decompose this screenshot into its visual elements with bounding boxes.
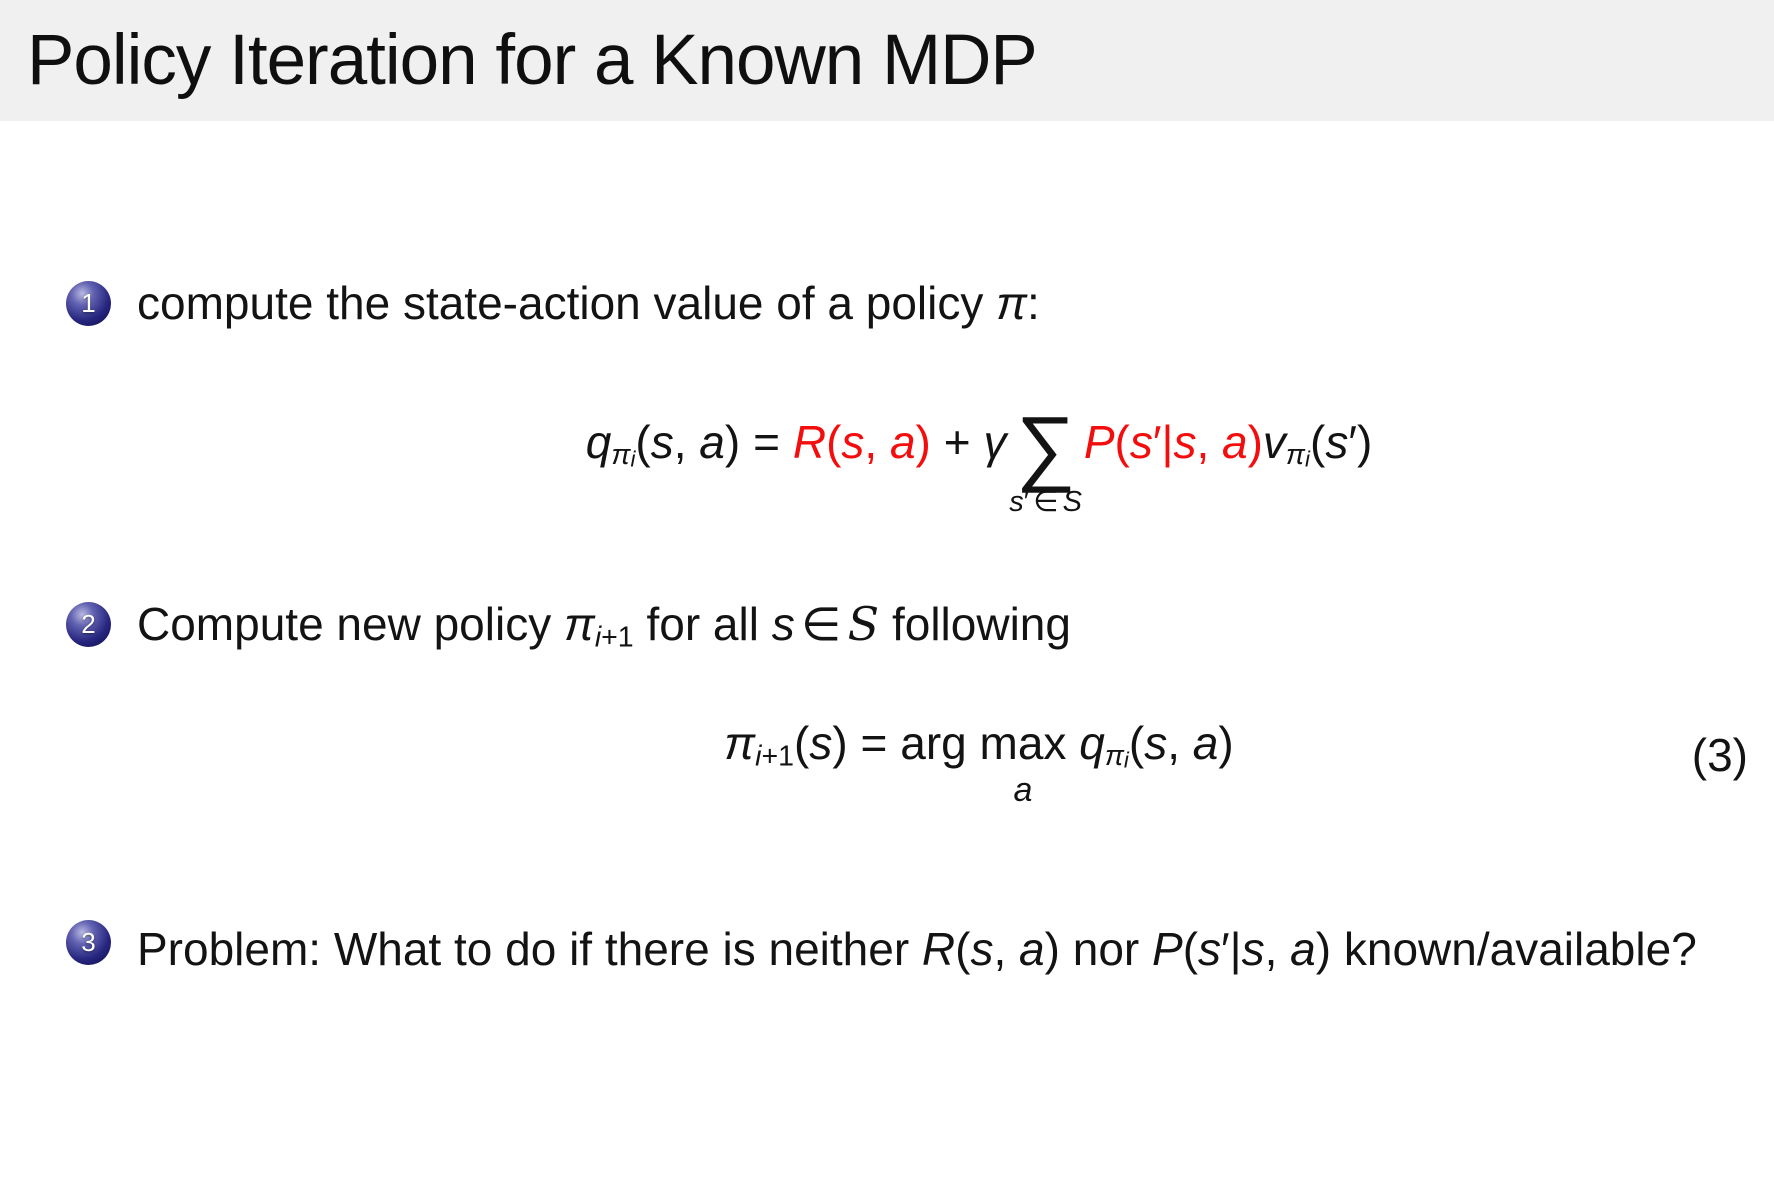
paren-red: (	[826, 416, 842, 469]
math-s-red: s	[1173, 416, 1197, 469]
plus-sign: +	[943, 416, 971, 469]
equation-2	[92, 716, 1774, 810]
math-s: s	[771, 598, 795, 650]
item-3-text-run: known/available?	[1331, 923, 1697, 975]
paren: (	[1309, 416, 1326, 469]
paren: (	[1128, 717, 1145, 769]
item-2-ball-bullet	[66, 602, 111, 647]
math-P-red: P	[1083, 416, 1115, 469]
math-i-sub: i	[594, 621, 602, 654]
item-1-colon: :	[1026, 277, 1040, 329]
max-operator-block	[979, 717, 1067, 810]
plus-one-sub: +1	[601, 621, 634, 654]
math-v: v	[1262, 416, 1286, 469]
math-S: S	[1062, 486, 1082, 519]
comma: ,	[1167, 717, 1193, 769]
summation-block	[1009, 399, 1082, 519]
element-of-symbol: ∈	[1033, 486, 1059, 519]
paren: )	[724, 416, 741, 469]
pi-symbol: π	[724, 717, 756, 769]
item-1-ball-bullet	[66, 281, 111, 326]
math-pi-sub: π	[1104, 740, 1124, 773]
gamma-symbol: γ	[983, 416, 1007, 469]
item-2-text	[137, 598, 1071, 664]
list-item-1	[66, 277, 1040, 330]
math-s: s	[1241, 923, 1265, 975]
plus-one-sub: +1	[761, 740, 794, 773]
item-2-text-run: Compute new policy	[137, 598, 564, 650]
math-pi-sub: π	[1285, 439, 1306, 472]
script-S-symbol: S	[847, 597, 880, 651]
item-3-number: 3	[81, 927, 96, 957]
math-q: q	[585, 416, 612, 469]
paren-red: (	[1114, 416, 1130, 469]
math-a-red: a	[1222, 416, 1248, 469]
math-s: s	[1009, 486, 1024, 519]
math-s: s	[1144, 717, 1168, 769]
math-R: R	[921, 923, 956, 975]
math-a: a	[1019, 923, 1045, 975]
math-pi-sub: π	[611, 439, 631, 472]
bar: |	[1229, 923, 1242, 975]
math-R-red: R	[792, 416, 827, 469]
item-3-text-run: Problem: What to do if there is neither	[137, 923, 922, 975]
paren: )	[832, 717, 848, 769]
math-s-red: s	[841, 416, 865, 469]
paren: (	[635, 416, 651, 469]
paren: )	[1044, 923, 1060, 975]
comma: ,	[1264, 923, 1291, 975]
pi-symbol: π	[996, 277, 1027, 329]
prime-mark: ′	[1023, 486, 1030, 519]
element-of-symbol: ∈	[801, 598, 842, 650]
item-2-text-run: for all	[633, 598, 772, 650]
item-2-text-run: following	[879, 598, 1071, 650]
math-s: s	[970, 923, 994, 975]
item-1-text-run: compute the state-action value of a policy	[137, 277, 997, 329]
comma-red: ,	[1196, 416, 1222, 469]
item-3-ball-bullet	[66, 920, 111, 965]
math-i-sub: i	[1123, 747, 1129, 773]
list-item-2	[66, 598, 1071, 664]
item-1-number: 1	[81, 288, 96, 318]
paren: )	[1315, 923, 1332, 975]
math-a: a	[1290, 923, 1316, 975]
comma: ,	[993, 923, 1020, 975]
paren-red: )	[915, 416, 931, 469]
paren-red: )	[1247, 416, 1263, 469]
bar-red: |	[1161, 416, 1174, 469]
math-P: P	[1152, 923, 1183, 975]
sum-subscript	[1009, 487, 1082, 517]
paren: (	[1182, 923, 1199, 975]
math-i-sub: i	[1305, 447, 1310, 473]
title-bar	[0, 0, 1774, 121]
prime-mark: ′	[1221, 923, 1230, 975]
math-i-sub: i	[630, 447, 636, 473]
sum-symbol: ∑	[1015, 399, 1076, 493]
equals-sign: =	[753, 416, 780, 469]
equals-sign: =	[860, 717, 888, 769]
paren: )	[1356, 416, 1373, 469]
math-s: s	[809, 717, 833, 769]
item-1-text	[137, 277, 1040, 330]
math-a: a	[1192, 717, 1219, 769]
prime-mark-red: ′	[1152, 416, 1162, 469]
max-operator: max	[979, 717, 1067, 769]
paren: )	[1218, 717, 1234, 769]
item-2-number: 2	[81, 609, 96, 639]
page-title: Policy Iteration for a Known MDP	[27, 21, 1037, 100]
math-s: s	[1198, 923, 1222, 975]
item-3-text	[137, 916, 1697, 982]
max-subscript-a: a	[1013, 771, 1033, 810]
math-q: q	[1079, 717, 1105, 769]
equation-1	[92, 399, 1774, 519]
paren: (	[955, 923, 971, 975]
math-s: s	[650, 416, 674, 469]
math-a-red: a	[889, 416, 916, 469]
math-i-sub: i	[755, 740, 762, 773]
paren: (	[793, 717, 810, 769]
comma: ,	[673, 416, 700, 469]
equation-number: (3)	[1691, 729, 1748, 781]
math-s-red: s	[1129, 416, 1153, 469]
pi-symbol: π	[563, 598, 595, 650]
comma-red: ,	[864, 416, 890, 469]
arg-operator: arg	[900, 717, 967, 769]
math-s: s	[1325, 416, 1349, 469]
list-item-3	[66, 916, 1697, 982]
prime-mark: ′	[1348, 416, 1357, 469]
math-a: a	[699, 416, 725, 469]
item-3-text-run: nor	[1059, 923, 1153, 975]
